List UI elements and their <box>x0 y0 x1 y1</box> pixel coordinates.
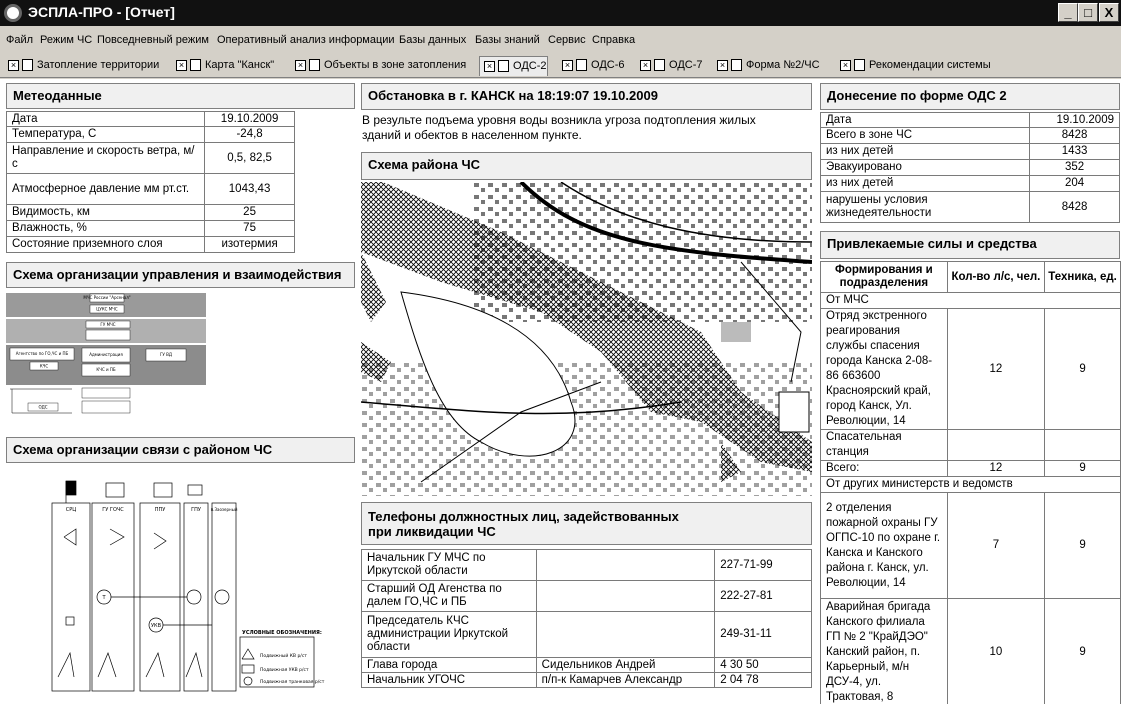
tab-close-icon[interactable]: × <box>717 60 728 71</box>
minimize-button[interactable]: _ <box>1058 3 1078 22</box>
tab-map-kansk[interactable] <box>172 56 274 76</box>
table-row: Старший ОД Агенства по далем ГО,ЧС и ПБ 222-27-81 <box>362 581 812 612</box>
table-row: 2 отделения пожарной охраны ГУ ОГПС-10 по охране г. Канска и Канского района г. Канск, ул. Революции, 14 7 9 <box>821 493 1121 599</box>
tab-ods-7[interactable] <box>636 56 703 76</box>
report-table <box>820 112 1120 223</box>
tab-label: ОДС-7 <box>669 59 703 71</box>
situation-text-line: В результе подъема уровня воды возникла угроза подтопления жилых <box>362 113 756 127</box>
tab-ods-6[interactable] <box>558 56 625 76</box>
table-row: Направление и скорость ветра, м/с 0,5, 82,5 <box>7 143 295 174</box>
table-row: Дата 19.10.2009 <box>7 112 295 127</box>
org-node-label: ОДС <box>38 404 48 410</box>
tab-bar <box>0 54 1121 78</box>
menu-analysis[interactable]: Оперативный анализ информации <box>217 34 395 46</box>
tab-close-icon[interactable]: × <box>176 60 187 71</box>
report-icon <box>854 59 865 71</box>
meteo-table <box>6 111 295 253</box>
phones-header <box>361 502 812 545</box>
app-logo-icon <box>4 4 22 22</box>
document-icon <box>22 59 33 71</box>
table-header-row: Формирования и подразделения Кол-во л/с, чел. Техника, ед. <box>821 262 1121 293</box>
table-row: Глава города Сидельников Андрей 4 30 50 <box>362 658 812 673</box>
tab-form-2-cs[interactable] <box>713 56 820 76</box>
forces-table <box>820 261 1121 704</box>
situation-text <box>362 113 812 143</box>
table-row: Начальник ГУ МЧС по Иркутской области 227-71-99 <box>362 550 812 581</box>
right-column <box>818 79 1121 704</box>
org-node-label: Администрация <box>89 352 123 357</box>
tab-close-icon[interactable]: × <box>484 61 495 72</box>
menu-service[interactable]: Сервис <box>548 34 586 46</box>
comm-column-label: ППУ <box>154 507 166 513</box>
legend-item: Подвижная транковая р/ст <box>260 680 325 685</box>
tab-close-icon[interactable]: × <box>562 60 573 71</box>
tab-label: Рекомендации системы <box>869 59 991 71</box>
comm-column-label: СРЦ <box>65 507 77 513</box>
legend-item: Подвижный КВ р/ст <box>260 654 307 659</box>
tab-flood-objects[interactable] <box>291 56 466 76</box>
report-icon <box>309 59 320 71</box>
comm-column-label: п.Заозерный <box>210 507 238 512</box>
report-icon <box>576 59 587 71</box>
menu-bar <box>0 27 1121 53</box>
table-row: Дата 19.10.2009 <box>821 113 1120 128</box>
tab-flooding[interactable] <box>4 56 159 76</box>
table-row: Видимость, км 25 <box>7 205 295 221</box>
phones-table <box>361 549 812 688</box>
table-row: из них детей 204 <box>821 176 1120 192</box>
menu-databases[interactable]: Базы данных <box>399 34 467 46</box>
map-canvas <box>361 182 812 496</box>
tab-label: ОДС-6 <box>591 59 625 71</box>
comm-column-label: ГУ ГОЧС <box>102 507 124 513</box>
node-label: Т <box>102 595 106 601</box>
total-row: Всего: 12 9 <box>821 461 1121 477</box>
situation-text-line: зданий и обектов в населенном пункте. <box>362 128 582 142</box>
comm-column-label: ГПУ <box>191 507 201 513</box>
report-icon <box>498 60 509 72</box>
table-row: Спасательная станция <box>821 430 1121 461</box>
tab-close-icon[interactable]: × <box>8 60 19 71</box>
table-row: из них детей 1433 <box>821 144 1120 160</box>
table-row: Температура, С -24,8 <box>7 127 295 143</box>
center-column <box>358 79 818 704</box>
meteo-header: Метеоданные <box>6 83 355 109</box>
table-row: Состояние приземного слоя изотермия <box>7 237 295 253</box>
report-icon <box>731 59 742 71</box>
org-node-label: ГУ ВД <box>159 352 173 357</box>
tab-label: Карта "Канск" <box>205 59 275 71</box>
legend-item: Подвижная УКВ р/ст <box>260 668 309 673</box>
section-row: От МЧС <box>821 293 1121 309</box>
table-row: Атмосферное давление мм рт.ст. 1043,43 <box>7 174 295 205</box>
table-row: Аварийная бригада Канского филиала ГП № 2 "КрайДЭО" Канский район, п. Карьерный, м/н ДСУ-4, ул. Трактовая, 8 10 9 <box>821 599 1121 704</box>
org-node-label: КЧС <box>39 363 49 369</box>
maximize-button[interactable]: □ <box>1078 3 1098 22</box>
close-button[interactable]: X <box>1099 3 1119 22</box>
tab-label: ОДС-2 <box>513 60 547 72</box>
disaster-area-map[interactable] <box>361 182 812 496</box>
menu-emergency-mode[interactable]: Режим ЧС <box>40 34 93 46</box>
legend-title: УСЛОВНЫЕ ОБОЗНАЧЕНИЯ: <box>242 630 322 636</box>
section-row: От других министерств и ведомств <box>821 477 1121 493</box>
report-icon <box>190 59 201 71</box>
menu-knowledge-bases[interactable]: Базы знаний <box>475 34 540 46</box>
table-row: Эвакуировано 352 <box>821 160 1120 176</box>
menu-file[interactable]: Файл <box>6 34 34 46</box>
tab-close-icon[interactable]: × <box>295 60 306 71</box>
phones-title-line: Телефоны должностных лиц, задействованных <box>368 509 679 524</box>
org-node-label: МЧС России "Арсенал" <box>83 295 131 300</box>
org-scheme-header: Схема организации управления и взаимодействия <box>6 262 355 288</box>
table-row: Влажность, % 75 <box>7 221 295 237</box>
tab-label: Объекты в зоне затопления <box>324 59 467 71</box>
org-node-label: КЧС и ПБ <box>96 367 116 372</box>
tab-close-icon[interactable]: × <box>840 60 851 71</box>
situation-header: Обстановка в г. КАНСК на 18:19:07 19.10.2009 <box>361 83 812 110</box>
org-scheme-diagram <box>6 291 206 431</box>
tab-label: Форма №2/ЧС <box>746 59 820 71</box>
org-node-label: ЦУКС МЧС <box>96 306 118 312</box>
org-node-label: ГУ МЧС <box>100 322 116 327</box>
report-header: Донесение по форме ОДС 2 <box>820 83 1120 110</box>
title-bar <box>0 0 1121 26</box>
tab-close-icon[interactable]: × <box>640 60 651 71</box>
menu-daily-mode[interactable]: Повседневный режим <box>97 34 209 46</box>
tab-recommendations[interactable] <box>836 56 991 76</box>
map-header: Схема района ЧС <box>361 152 812 180</box>
menu-help[interactable]: Справка <box>592 34 636 46</box>
table-row: нарушены условия жизнедеятельности 8428 <box>821 192 1120 223</box>
table-row: Отряд экстренного реагирования службы спасения города Канска 2-08-86 663600 Красноярский край, город Канск, Ул. Революции, 14 12 9 <box>821 309 1121 430</box>
table-row: Начальник УГОЧС п/п-к Камарчев Александр 2 04 78 <box>362 673 812 688</box>
tab-label: Затопление территории <box>37 59 160 71</box>
node-label: УКВ <box>150 623 162 629</box>
phones-title-line: при ликвидации ЧС <box>368 524 496 539</box>
comm-scheme-diagram <box>36 477 326 693</box>
tab-ods-2[interactable] <box>479 56 548 76</box>
forces-header: Привлекаемые силы и средства <box>820 231 1120 259</box>
org-node-label: Агентство по ГО,ЧС и ПБ <box>15 351 69 356</box>
report-icon <box>654 59 665 71</box>
table-row: Всего в зоне ЧС 8428 <box>821 128 1120 144</box>
window-title: ЭСПЛА-ПРО - [Отчет] <box>28 4 175 20</box>
comm-scheme-header: Схема организации связи с районом ЧС <box>6 437 355 463</box>
table-row: Председатель КЧС администрации Иркутской области 249-31-11 <box>362 612 812 658</box>
left-column <box>0 79 358 704</box>
